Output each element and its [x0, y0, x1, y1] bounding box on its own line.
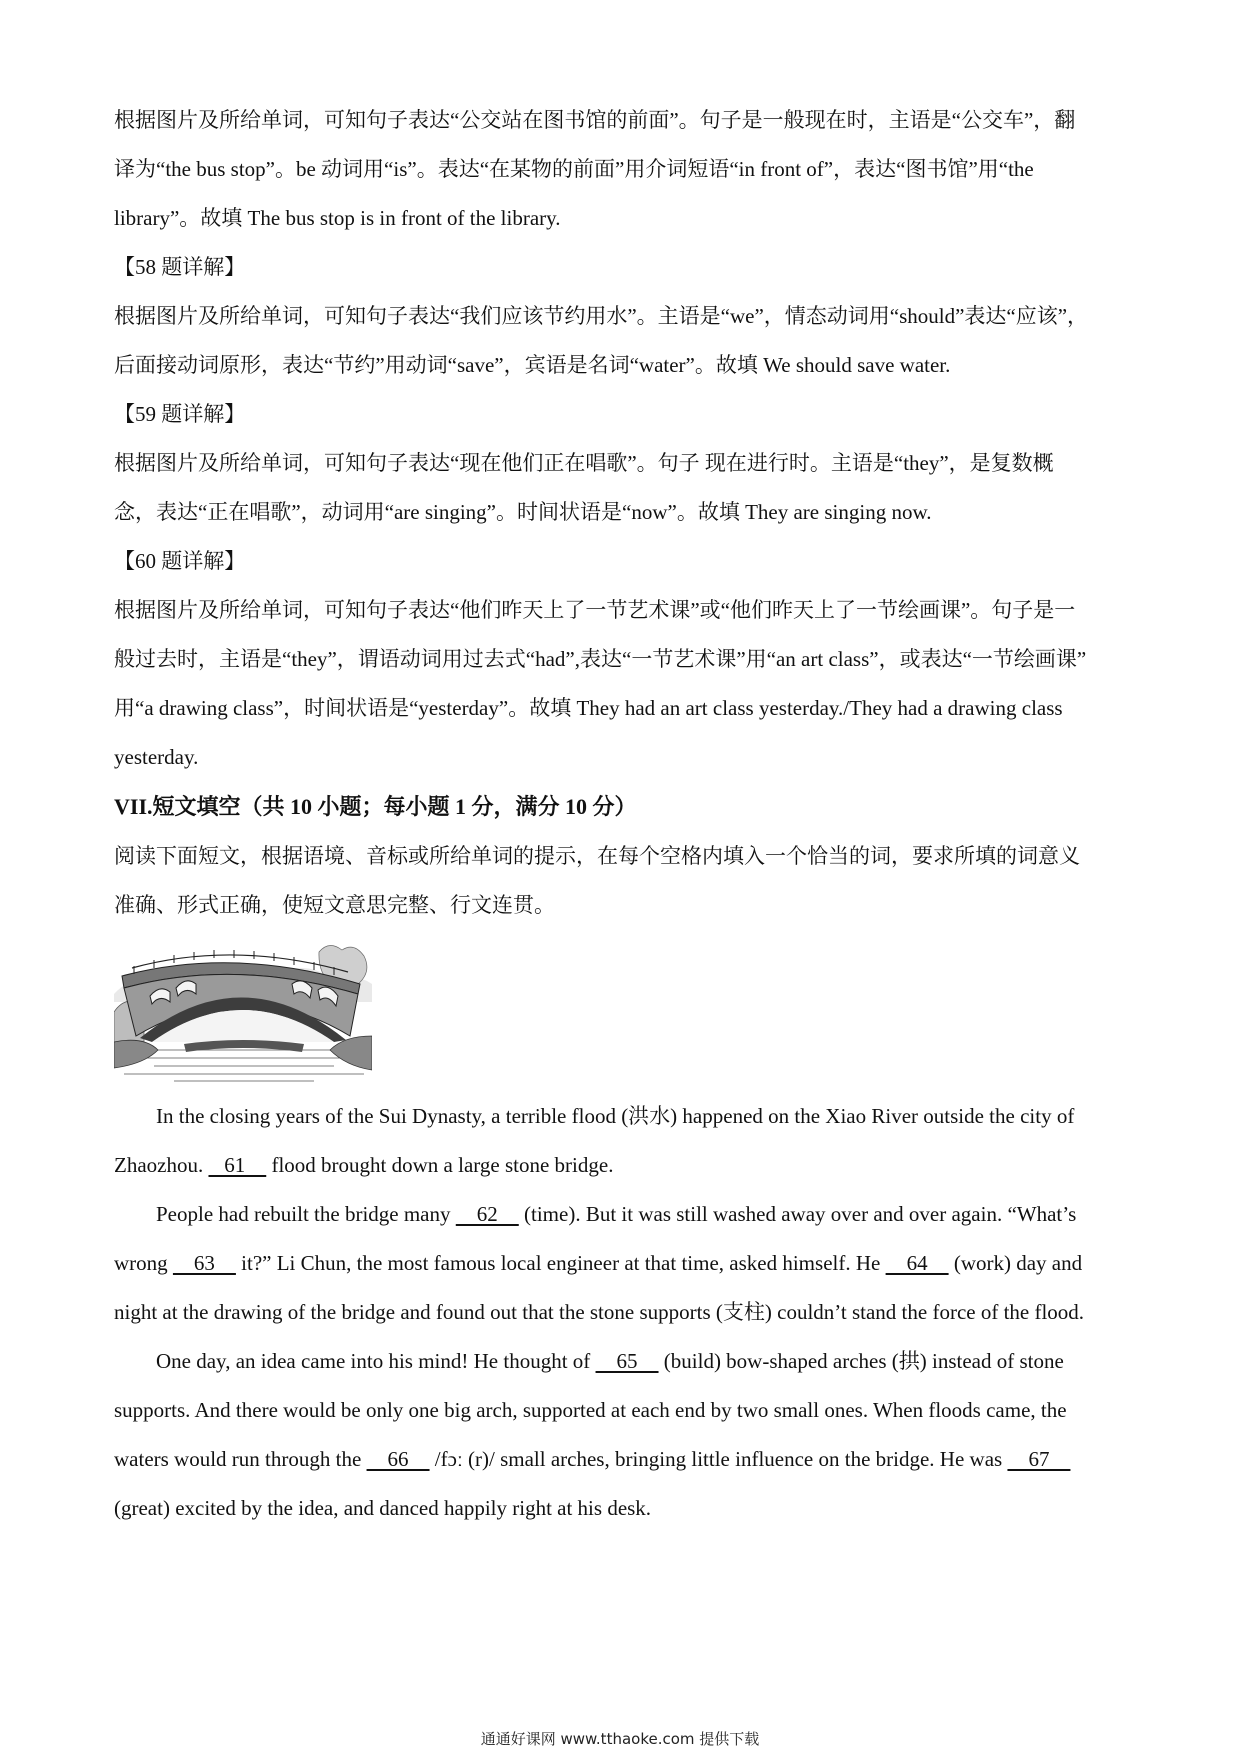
explanation-line: 念，表达“正在唱歌”，动词用“are singing”。时间状语是“now”。故填 They are singing now. — [114, 500, 932, 524]
document-content — [114, 96, 1124, 1533]
explanation-line: 根据图片及所给单词，可知句子表达“现在他们正在唱歌”。句子 现在进行时。主语是“they”，是复数概 — [114, 451, 1054, 475]
explanation-heading: 【59 题详解】 — [114, 402, 246, 426]
explanation-line: yesterday. — [114, 745, 199, 769]
passage-text: flood brought down a large stone bridge. — [266, 1153, 614, 1177]
answer-blank[interactable]: 64 — [885, 1251, 949, 1275]
passage — [114, 1092, 1124, 1533]
explanation-line: 根据图片及所给单词，可知句子表达“公交站在图书馆的前面”。句子是一般现在时，主语是“公交车”，翻 — [114, 108, 1076, 132]
answer-blank[interactable]: 61 — [208, 1153, 267, 1177]
passage-text: One day, an idea came into his mind! He thought of — [156, 1349, 596, 1373]
passage-paragraph — [114, 1092, 1124, 1190]
answer-blank[interactable]: 62 — [455, 1202, 519, 1226]
answer-blank[interactable]: 65 — [595, 1349, 659, 1373]
explanation-line: 根据图片及所给单词，可知句子表达“他们昨天上了一节艺术课”或“他们昨天上了一节绘画课”。句子是一 — [114, 598, 1076, 622]
answer-blank[interactable]: 67 — [1007, 1447, 1071, 1471]
answer-blank[interactable]: 63 — [172, 1251, 236, 1275]
passage-text: (time). But it was still washed away over and over again. “What’s wrong — [114, 1202, 1077, 1275]
explanation-line: 般过去时，主语是“they”，谓语动词用过去式“had”,表达“一节艺术课”用“an art class”，或表达“一节绘画课” — [114, 647, 1087, 671]
passage-text: In the closing years of the Sui Dynasty, a terrible flood (洪水) happened on the Xiao River outside the city of Zhaozhou. — [114, 1104, 1075, 1177]
instruction-line: 准确、形式正确，使短文意思完整、行文连贯。 — [114, 893, 555, 917]
passage-paragraph — [114, 1337, 1124, 1533]
passage-text: it?” Li Chun, the most famous local engineer at that time, asked himself. He — [235, 1251, 886, 1275]
section-instructions — [114, 832, 1124, 930]
explanation-line: 根据图片及所给单词，可知句子表达“我们应该节约用水”。主语是“we”，情态动词用“should”表达“应该”， — [114, 304, 1089, 328]
section-heading-vii: VII.短文填空（共 10 小题；每小题 1 分，满分 10 分） — [114, 794, 637, 819]
answer-explanations — [114, 96, 1124, 782]
passage-text: (build) bow-shaped arches (拱) instead of stone supports. And there would be only one big arch, supported at each end by two small ones. When floods came, the waters would run through the — [114, 1349, 1067, 1471]
explanation-heading: 【60 题详解】 — [114, 549, 246, 573]
passage-text: (work) day and night at the drawing of the bridge and found out that the stone supports (支柱) couldn’t stand the force of the flood. — [114, 1251, 1085, 1324]
passage-text: People had rebuilt the bridge many — [156, 1202, 456, 1226]
passage-text: (great) excited by the idea, and danced happily right at his desk. — [114, 1496, 652, 1520]
answer-blank[interactable]: 66 — [366, 1447, 430, 1471]
explanation-heading: 【58 题详解】 — [114, 255, 246, 279]
explanation-line: 后面接动词原形，表达“节约”用动词“save”，宾语是名词“water”。故填 We should save water. — [114, 353, 951, 377]
passage-paragraph — [114, 1190, 1124, 1337]
explanation-line: 用“a drawing class”，时间状语是“yesterday”。故填 They had an art class yesterday./They had a drawing class — [114, 696, 1063, 720]
passage-text: /fɔː (r)/ small arches, bringing little influence on the bridge. He was — [429, 1447, 1008, 1471]
explanation-line: 译为“the bus stop”。be 动词用“is”。表达“在某物的前面”用介词短语“in front of”，表达“图书馆”用“the — [114, 157, 1034, 181]
explanation-line: library”。故填 The bus stop is in front of the library. — [114, 206, 561, 230]
bridge-illustration — [114, 932, 372, 1086]
page-footer: 通通好课网 www.tthaoke.com 提供下载 — [480, 1730, 760, 1748]
instruction-line: 阅读下面短文，根据语境、音标或所给单词的提示，在每个空格内填入一个恰当的词，要求所填的词意义 — [114, 844, 1080, 868]
